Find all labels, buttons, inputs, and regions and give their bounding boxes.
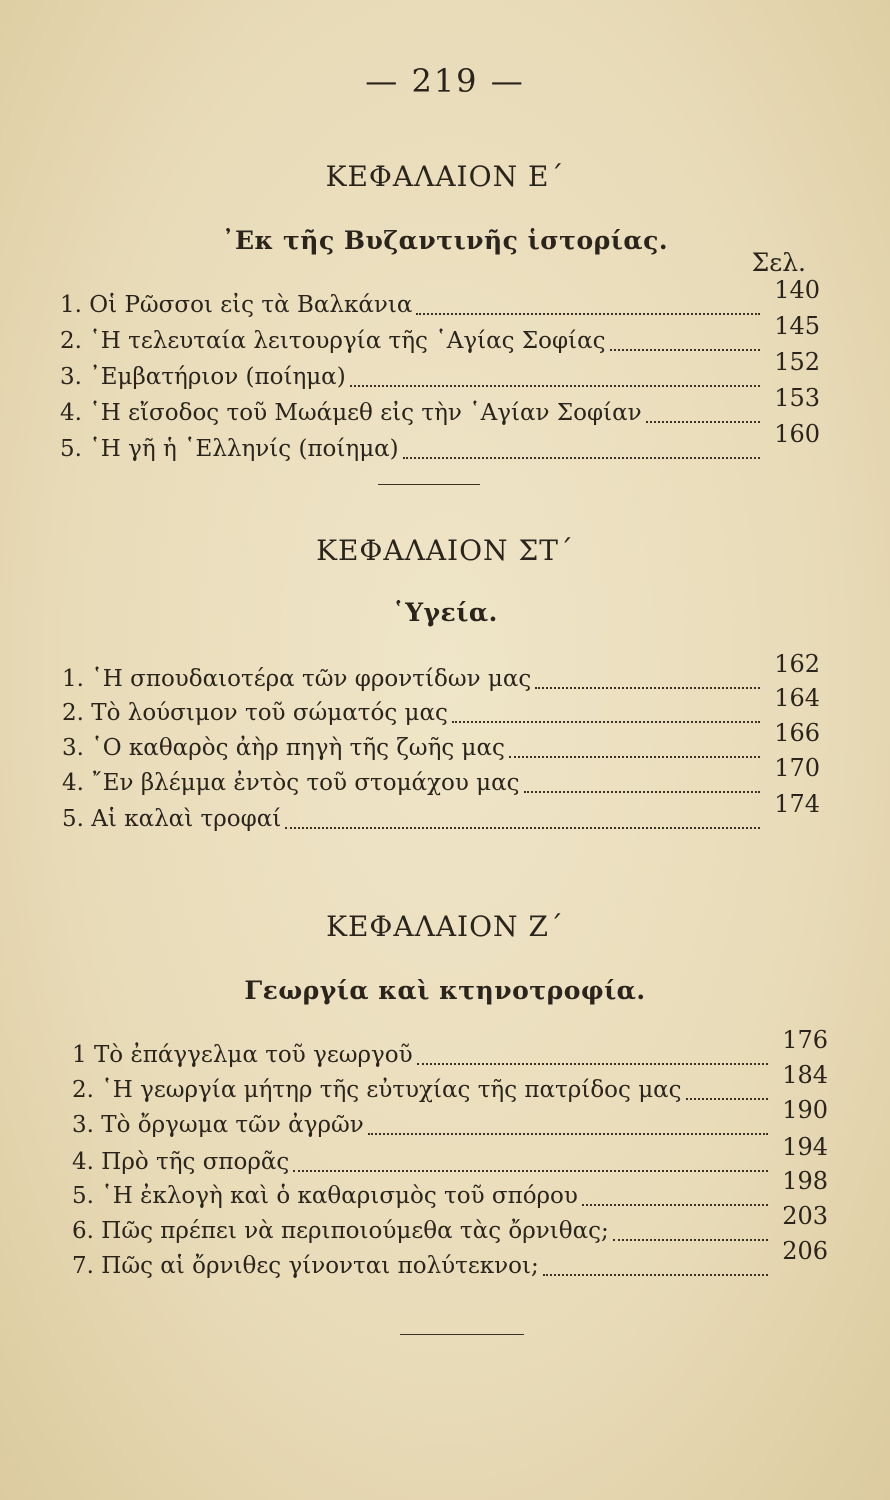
toc-entry [62, 719, 820, 767]
toc-entry [72, 1202, 828, 1250]
toc-entry-page: 174 [774, 790, 820, 818]
toc-entry-page: 184 [782, 1061, 828, 1089]
leader-dots [543, 1260, 768, 1276]
toc-entry-page: 166 [774, 719, 820, 747]
toc-entry [60, 348, 820, 396]
leader-dots [416, 299, 760, 315]
leader-dots [417, 1049, 768, 1065]
leader-dots [524, 777, 760, 793]
toc-entry-title: 2. ῾Η τελευταία λειτουργία τῆς ῾Αγίας Σοφίας [60, 328, 606, 354]
chapter-heading-z: ΚΕΦΑΛΑΙΟΝ Ζ΄ [326, 910, 564, 943]
leader-dots [509, 742, 760, 758]
toc-entry-title: 4. Πρὸ τῆς σπορᾶς [72, 1149, 290, 1175]
toc-entry-title: 5. ῾Η ἐκλογὴ καὶ ὁ καθαρισμὸς τοῦ σπόρου [72, 1183, 578, 1209]
toc-entry-title: 2. Τὸ λούσιμον τοῦ σώματός μας [62, 700, 448, 726]
leader-dots [403, 443, 760, 459]
toc-entry-title: 3. ᾿Εμβατήριον (ποίημα) [60, 364, 346, 390]
toc-entry-title: 4. ῾Η εἴσοδος τοῦ Μωάμεθ εἰς τὴν ῾Αγίαν Σοφίαν [60, 400, 642, 426]
leader-dots [285, 813, 760, 829]
toc-entry [62, 650, 820, 698]
toc-entry-page: 164 [774, 684, 820, 712]
toc-entry-page: 194 [782, 1133, 828, 1161]
toc-entry-page: 140 [774, 276, 820, 304]
page-number: — 219 — [365, 62, 525, 100]
toc-entry [62, 754, 820, 802]
chapter-heading-e: ΚΕΦΑΛΑΙΟΝ Ε΄ [325, 160, 565, 193]
chapter-subtitle-e: ᾿Εκ τῆς Βυζαντινῆς ἱστορίας. [221, 226, 669, 255]
chapter-heading-st: ΚΕΦΑΛΑΙΟΝ ΣΤ΄ [316, 534, 574, 567]
leader-dots [610, 335, 761, 351]
toc-entry-title: 6. Πῶς πρέπει νὰ περιποιούμεθα τὰς ὄρνιθας; [72, 1218, 609, 1244]
toc-entry-title: 3. ῾Ο καθαρὸς ἀὴρ πηγὴ τῆς ζωῆς μας [62, 735, 505, 761]
chapter-subtitle-st: ῾Υγεία. [392, 598, 498, 627]
leader-dots [646, 407, 760, 423]
toc-entry-page: 176 [782, 1026, 828, 1054]
leader-dots [452, 707, 760, 723]
toc-entry [72, 1237, 828, 1285]
chapter-subtitle-z: Γεωργία καὶ κτηνοτροφία. [244, 976, 646, 1005]
toc-entry [72, 1167, 828, 1215]
toc-entry-title: 5. ῾Η γῆ ἡ ῾Ελληνίς (ποίημα) [60, 436, 399, 462]
toc-entry-page: 160 [774, 420, 820, 448]
toc-entry-title: 7. Πῶς αἱ ὄρνιθες γίνονται πολύτεκνοι; [72, 1253, 539, 1279]
section-divider [400, 1334, 524, 1335]
toc-entry [60, 384, 820, 432]
toc-entry [72, 1133, 828, 1181]
section-divider [378, 484, 480, 485]
leader-dots [582, 1190, 768, 1206]
toc-entry-page: 190 [782, 1096, 828, 1124]
toc-entry [60, 312, 820, 360]
leader-dots [350, 371, 760, 387]
toc-entry [62, 790, 820, 838]
toc-entry-title: 1. ῾Η σπουδαιοτέρα τῶν φροντίδων μας [62, 666, 532, 692]
leader-dots [686, 1084, 768, 1100]
toc-entry-title: 3. Τὸ ὄργωμα τῶν ἀγρῶν [72, 1112, 364, 1138]
toc-entry-title: 1. Οἱ Ρῶσσοι εἰς τὰ Βαλκάνια [60, 292, 413, 318]
toc-entry [60, 420, 820, 468]
toc-entry [60, 276, 820, 324]
leader-dots [293, 1156, 768, 1172]
toc-entry-page: 152 [774, 348, 820, 376]
leader-dots [368, 1119, 768, 1135]
toc-entry-title: 2. ῾Η γεωργία μήτηρ τῆς εὐτυχίας τῆς πατρίδος μας [72, 1077, 682, 1103]
page-column-header: Σελ. [751, 248, 806, 277]
toc-entry-page: 203 [782, 1202, 828, 1230]
toc-entry-page: 153 [774, 384, 820, 412]
toc-entry-page: 162 [774, 650, 820, 678]
toc-entry [72, 1026, 828, 1074]
toc-entry [72, 1096, 828, 1144]
toc-entry-title: 1 Τὸ ἐπάγγελμα τοῦ γεωργοῦ [72, 1042, 413, 1068]
toc-entry-page: 170 [774, 754, 820, 782]
toc-entry-page: 145 [774, 312, 820, 340]
toc-entry-page: 206 [782, 1237, 828, 1265]
leader-dots [535, 673, 760, 689]
toc-entry-title: 4. ῎Εν βλέμμα ἐντὸς τοῦ στομάχου μας [62, 770, 520, 796]
toc-entry [72, 1061, 828, 1109]
toc-entry [62, 684, 820, 732]
toc-entry-title: 5. Αἱ καλαὶ τροφαί [62, 806, 282, 832]
toc-entry-page: 198 [782, 1167, 828, 1195]
leader-dots [613, 1225, 768, 1241]
